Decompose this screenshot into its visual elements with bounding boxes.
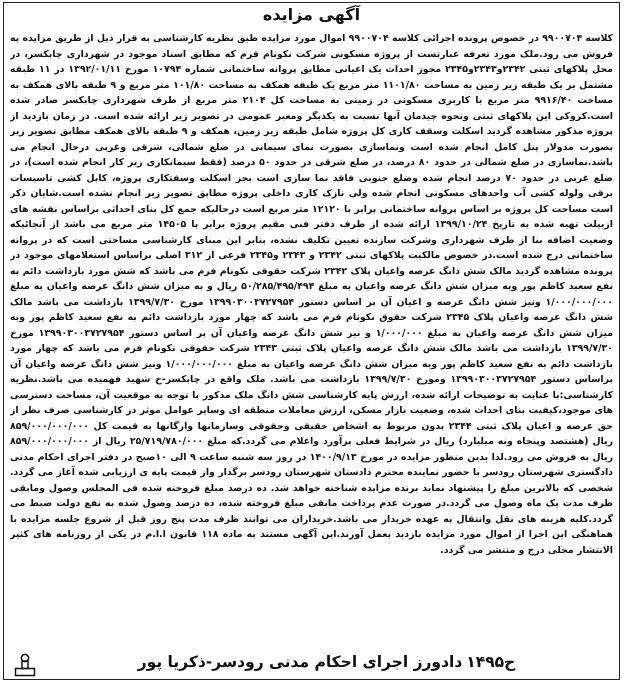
ad-body-text: کلاسه ۹۹۰۰۷۰۴ در خصوص پرونده اجرائی کلاسه ۹۹۰۰۷۰۴ اموال مورد مزایده طبق نظریه کارشناسی به قرار ذیل از طریق مزایده به فروش می رود.ملک مورد تعرفه عبارتست از پروژه مسکونی شرکت نکونام فرم که مطابق اسناد موجود در شهرداری چابکسر، در محل پلاکهای ثبتی ۲۳۴۲و۲۳۴۳و۲۳۴۵ مجوز احداث یک اعیانی مطابق پروانه ساختمانی شماره ۱۰۷۹۴ مورخ ۱۳۹۲/۰۱/۱۱ در ۱۱ طبقه مشتمل بر یک طبقه زیر زمین به مساحت ۱۱۰۱/۸۰ متر مربع یک طبقه همکف به مساحت ۱۰۱/۸۰ متر مربع و ۹ طبقه بالای همکف به مساحت ۹۹۱۶/۴۰ متر مربع با کاربری مسکونی در زمینی به مساحت کل ۲۱۰۴ متر مربع از طرف شهرداری چابکسر صادر شده است.کروکی این پلاکهای ثبتی ونحوه چیدمان آنها نسبت به یکدیگر ومعبر عمومی در تصویر زیر ارائه شده است. در زمان بازدید از پروژه مذکور مشاهده گردید اسکلت وسقف کاری کل پروژه شامل طبقه زیر زمین، همکف و ۹ طبقه بالای همکف مطابق تصویر زیر بصورت مدولار پنل کامل انجام شده است ونماسازی بصورت نمای سیمانی در ضلع شمالی، شرقی وغربی درحال انجام می باشد.نماسازی در ضلع شمالی در حدود ۸۰ درصد، در ضلع شرقی در حدود ۵۰ درصد (فقط سیمانکاری زیر کار انجام شده است)، در ضلع غربی در حدود ۷۰ درصد انجام شده وضلع جنوبی فاقد نما سازی است بجز اسکلت وسفتکاری پروژه، کابل کشی تاسیسات برقی ولوله کشی آب واحدهای مسکونی انجام شده ولی نازک کاری داخلی پروژه مطابق تصویر زیر انجام نشده است.شایان ذکر است مساحت کل پروژه بر اساس پروانه ساختمانی برابر با ۱۲۱۲۰ متر مربع است درحالیکه جمع کل بنای احداثی براساس نقشه های ازبیلت تهیه شده به تاریخ ۱۳۹۹/۱۰/۲۴ ارائه شده از طرف دفتر فنی مقیم پروژه برابر با ۱۴۵۰۵ متر مربع می باشد از آنجائیکه وضعیت اضافه بنا از طرف شهرداری وشرکت سازنده تعیین تکلیف نشده، بنابر این مبنای کارشناسی مساحتی است که در پروانه ساختمانی درج شده است.در خصوص مالکیت پلاکهای ثبتی ۲۳۴۲ و ۲۳۴۳ و۲۳۴۵ فرعی از ۳۱۲ اصلی براساس استعلامهای موجود در پرونده مشاهده گردید مالک شش دانگ عرصه واعیان پلاک ۲۳۴۲ شرکت حقوقی نکونام فرم می باشد که شش مورد بازداشت دائم به نفع سعید کاظم پور وبه میزان شش دانگ عرصه واعیان به مبلغ ۵۰/۲۸۵/۴۹۵/۴۹۴ ریال و به میزان شش دانگ عرصه واعیان به مبلغ ۱/۰۰۰/۰۰۰/۰۰۰ ونیز شش دانگ عرصه و اعیان آن بر اساس دستور ۱۳۹۹۰۳۰۰۳۷۲۷۹۵۴ مورخ ۱۳۹۹/۷/۳۰ بازداشت می باشد مالک شش دانگ عرصه واعیان پلاک ۲۳۴۵ شرکت حقوق نکونام فرم می باشد که چهار مورد بازداشت دائم به نفع سعید کاظم پور وبه میزان شش دانگ عرصه واعیان به مبلغ ۱/۰۰۰/۰۰۰ و نیز شش دانگ عرصه واعیان آن بر اساس دستور ۱۳۹۹۰۳۰۰۳۷۲۷۹۵۴ مورخ ۱۳۹۹/۷/۳۰ بازداشت می باشد مالک شش دانگ عرصه واعیان پلاک ثبتی ۲۳۴۳ شرکت حقوقی نکونام فرم می باشد که چهار مورد بازداشت دائم به نفع سعید کاظم پور وبه میزان شش دانگ عرصه واعیان به مبلغ ۱/۰۰۰/۰۰۰/۰۰۰ ونیز شش دانگ عرصه واعیان آن براساس دستور ۱۳۹۹۰۳۰۰۳۷۲۷۹۵۴ ومورخ ۱۳۹۹/۷/۳۰ بازداشت می باشد. ملک واقع در چابکسر-خ شهید فهمیده می باشد.نظریه کارشناسی:با عنایت به توضیحات ارائه شده، ارزش پایه کارشناسی شش دانگ ملک مذکور با توجه به موقعیت آن، مساحت دسترسی های موجود،کیفیت بنای احداث شده، وضعیت بازار مسکن، ارزش معاملات منطقه ای وسایر عوامل موثر در کارشناسی صرف نظر از حق عرصه و اعیان پلاک ثبتی ۲۳۴۴ بدون مربوط به اشخاص حقیقی وحقوقی وسازمانها وارگانها به قیمت کل ۸۵۹/۰۰۰/۰۰۰/۰۰۰ ریال (هشتصد وپنجاه ونه میلیارد) ریال در شرایط فعلی برآورد واعلام می گردد.که مبلغ ۲۵/۷۱۹/۷۸۰/۰۰۰ ریال از ۸۵۹/۰۰۰/۰۰۰/۰۰۰ ریال به فروش می رود.لذا بدین منظور مزایده در مورخ ۱۴۰۰/۹/۱۳ در روز سه شنبه ساعت ۹ الی ۱۰صبح در دفتر اجرای احکام مدنی دادگستری شهرستان رودسر با حضور نماینده محترم دادستان شهرستان رودسر برگذار واز قیمت پایه ی ارزیابی شده آغاز می گردد. شخصی که بالاترین مبلغ را پیشنهاد نماید برنده مزایده شناخته خواهد شد. ده درصد مبلغ فروخته شده فی المجلس وصول ومابقی ظرف مدت یک ماه وصول می گردد.در صورت عدم پرداخت مابقی مبلغ فروخته شده، ده درصد وصول شده به نفع دولت ضبط می گردد.کلیه هزینه های نقل وانتقال به عهده خریدار می باشد.خریداران می توانند ظرف مدت پنج روز قبل از شروع جلسه مزایده با هماهنگی این اجرا از اموال مورد مزایده بازدید بعمل آورند.این آگهی مستند به ماده ۱۱۸ قانون ا.ا.م در یکی از روزنامه های کثیر الانتشار محلی درج و منتشر می گردد. [10, 33, 613, 556]
ad-title: آگهی مزایده [262, 5, 361, 24]
stamp-icon [14, 653, 36, 677]
footer-code: ح۱۴۹۵ [466, 653, 516, 671]
footer-signature: دادورز اجرای احکام مدنی رودسر-ذکریا پور [137, 653, 463, 671]
ad-footer [44, 647, 609, 677]
ad-frame [3, 2, 620, 680]
